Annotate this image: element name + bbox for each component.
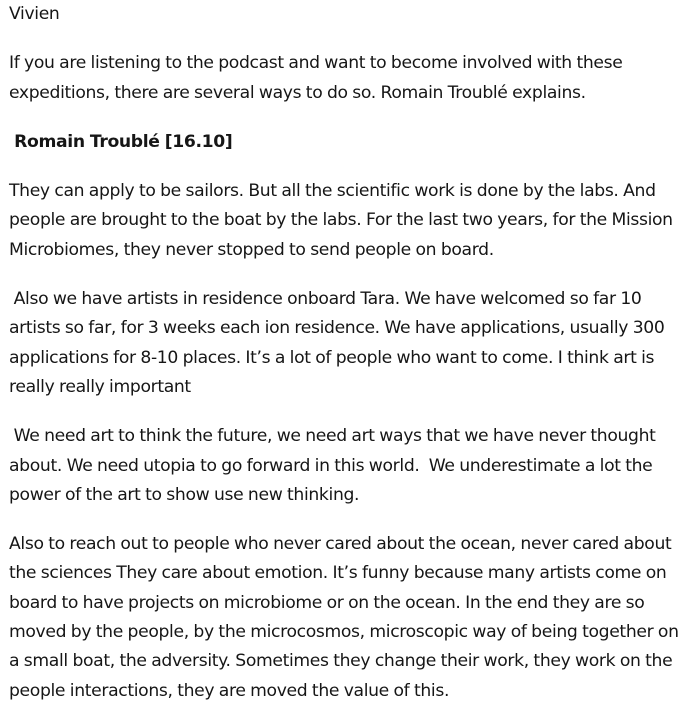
transcript-paragraph: If you are listening to the podcast and want to become involved with these expeditions, there are several ways to do so. Romain Troublé explains. xyxy=(9,53,628,103)
speaker-name-romain: Romain Troublé [16.10] xyxy=(9,131,233,152)
transcript-paragraph: Also to reach out to people who never cared about the ocean, never cared about the sciences They care about emotion. It’s funny because many artists come on board to have projects on microbiome or on the ocean. In the end they are so moved by the people, by the microcosmos, microscopic way of being together on a small boat, the adversity. Sometimes they change their work, they work on the people interactions, they are moved the value of this. xyxy=(9,534,684,701)
transcript-paragraph: They can apply to be sailors. But all the scientific work is done by the labs. And people are brought to the boat by the labs. For the last two years, for the Mission Microbiomes, they never stopped to send people on board. xyxy=(9,181,678,260)
transcript-paragraph: We need art to think the future, we need art ways that we have never thought about. We need utopia to go forward in this world. We underestimate a lot the power of the art to show use new thinking. xyxy=(9,426,661,505)
transcript-paragraph: Also we have artists in residence onboard Tara. We have welcomed so far 10 artists so far, for 3 weeks each ion residence. We have applications, usually 300 applications for 8-10 places. It’s a lot of people who want to come. I think art is really really important xyxy=(9,289,670,397)
transcript-document xyxy=(9,0,691,726)
speaker-name-vivien: Vivien xyxy=(9,4,60,24)
